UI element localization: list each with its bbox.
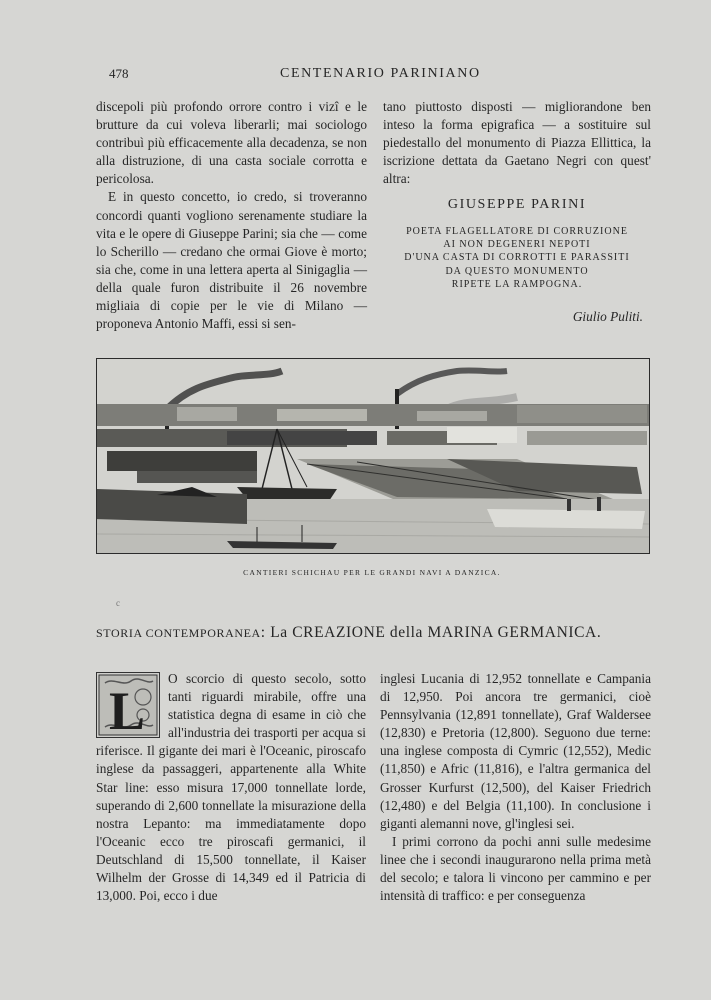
article-paragraph: O scorcio di questo secolo, sotto tanti riguardi mirabile, offre una statistica degna di esame in ciò che all'industria dei trasporti per acqua si riferisce. Il gigante dei mari è l'Oceanic, piroscafo inglese da passaggeri, appartenente alla White Star line: esso misura 17,000 tonnellate lorde, superando di 2,600 tonnellate la misurazione della nostra Lepanto: ma immediatamente dopo l'Oceanic ecco tre piroscafi germanici, il Deutschland di 15,500 tonnellate, il Kaiser Wilhelm der Grosse di 14,349 ed il Patricia di 13,000. Poi, ecco i due: [96, 671, 366, 904]
running-title: CENTENARIO PARINIANO: [280, 66, 481, 81]
top-left-column: [96, 98, 367, 333]
top-right-column: [383, 98, 651, 326]
article-paragraph: I primi corrono da pochi anni sulle medesime linee che i secondi inaugurarono nella prima metà del secolo; e talora li vincono per cammino e per intensità di traffico: e per conseguenza: [380, 833, 651, 904]
author-signature: Giulio Puliti.: [572, 308, 643, 324]
article-paragraph: inglesi Lucania di 12,952 tonnellate e Campania di 12,950. Poi ancora tre germanici, cioè Pennsylvania (12,891 tonnellate), Graf Waldersee (12,830) e Pretoria (12,800). Seguono due terne: una inglese composta di Cymric (12,552), Medic (11,850) e Afric (11,816), e l'altra germanica del Grosser Kurfurst (12,500), del Kaiser Friedrich (12,480) e del Belgia (11,100). In conclusione i giganti alemanni nove, gl'inglesi sei.: [380, 671, 651, 831]
shipyard-illustration: [97, 359, 649, 553]
section-title-separator: :: [260, 624, 271, 641]
article-right-column: [380, 670, 651, 905]
stray-mark: c: [116, 598, 120, 608]
epigraph: [383, 225, 651, 292]
epigraph-line: POETA FLAGELLATORE DI CORRUZIONE: [406, 225, 628, 237]
ornamental-dropcap: [96, 672, 160, 738]
shipyard-engraving: [96, 358, 650, 554]
article-left-column: [96, 670, 366, 905]
dropcap-ornament: [97, 673, 159, 737]
section-title-part1: STORIA CONTEMPORANEA: [96, 626, 261, 640]
section-title-part2: La CREAZIONE della MARINA GERMANICA.: [270, 624, 602, 641]
paragraph: tano piuttosto disposti — migliorandone ben inteso la forma epigrafica — a sostituire sul piedestallo del monumento di Piazza Ellittica, la iscrizione dettata da Gaetano Negri con quest' altra:: [383, 99, 651, 187]
epigraph-line: DA QUESTO MONUMENTO: [445, 265, 589, 277]
section-title: [96, 624, 656, 642]
epigraph-line: RIPETE LA RAMPOGNA.: [451, 279, 583, 291]
dropcap-letter: L: [109, 681, 146, 737]
figure-caption: CANTIERI SCHICHAU PER LE GRANDI NAVI A DANZICA.: [243, 568, 501, 577]
page-number: 478: [109, 66, 129, 81]
paragraph: discepoli più profondo orrore contro i vizî e le brutture da cui voleva liberarli; mai sociologo contribuì più efficacemente alla decadenza, se non alla distruzione, di una casta sociale corrotta e pericolosa.: [96, 99, 367, 187]
paragraph: E in questo concetto, io credo, si troveranno concordi quanti vogliono serenamente studiare la vita e le opere di Giuseppe Parini; sia che — come lo Scherillo — credano che ormai Giove è morto; sia che, come in una lettera aperta al Sinigaglia — della quale furon distribuite il 26 novembre migliaia di copie per le vie di Milano — proponeva Antonio Maffi, essi si sen-: [96, 189, 367, 332]
epigraph-line: AI NON DEGENERI NEPOTI: [443, 238, 591, 250]
epigraph-title: GIUSEPPE PARINI: [447, 197, 587, 213]
epigraph-line: D'UNA CASTA DI CORROTTI E PARASSITI: [404, 252, 630, 264]
